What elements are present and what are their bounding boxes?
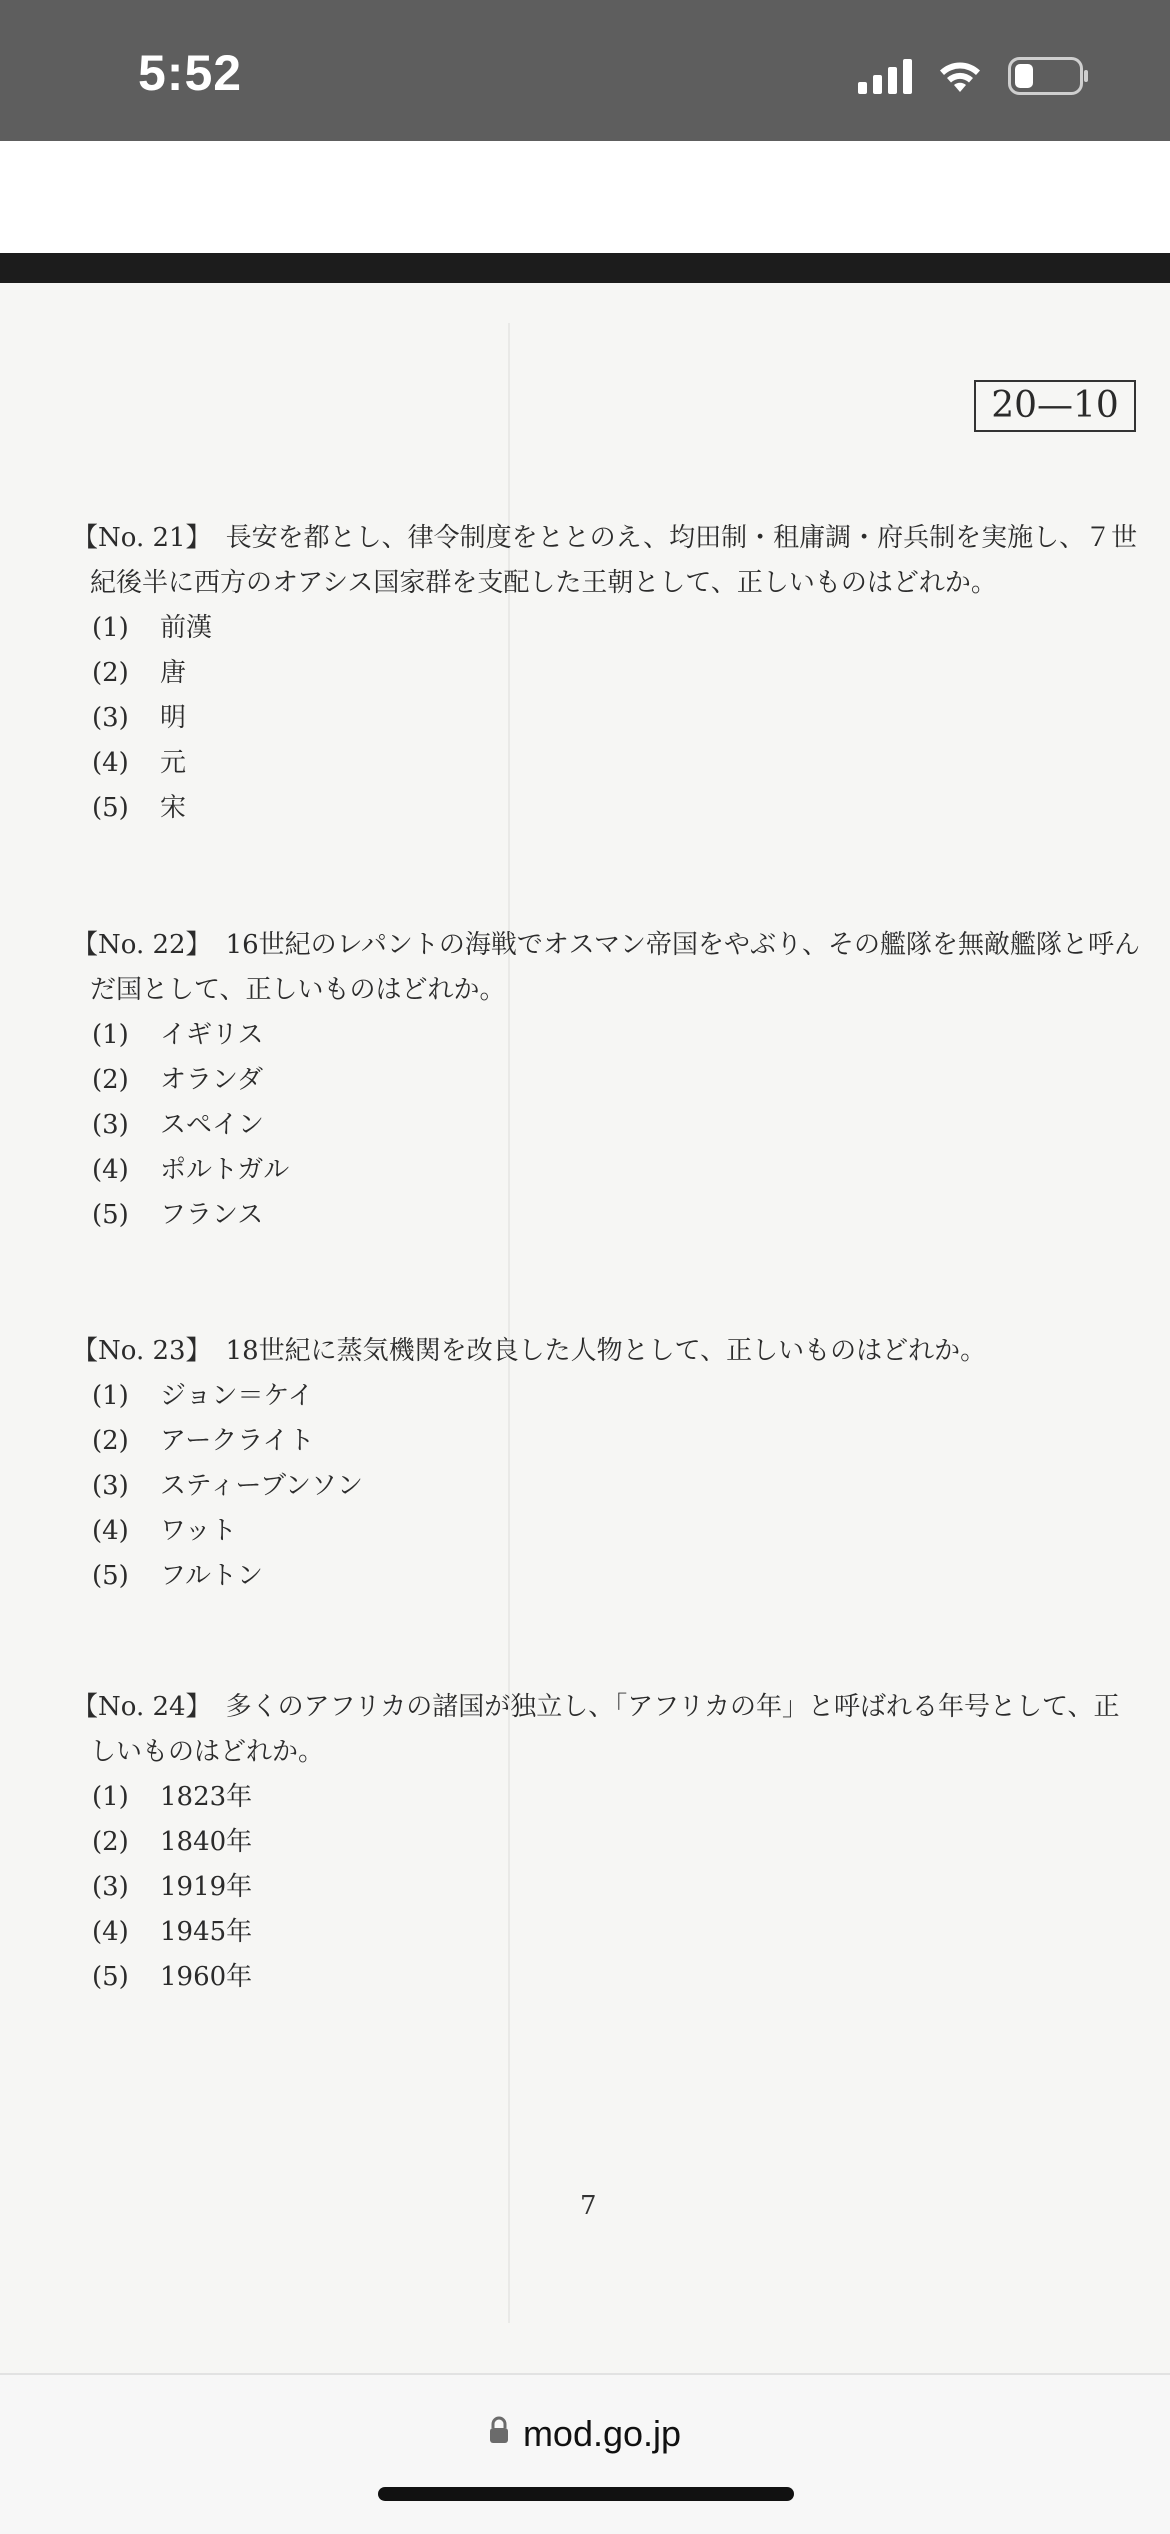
question-22 xyxy=(72,923,1142,1238)
option-label: ワット xyxy=(160,1516,237,1546)
option-label: フルトン xyxy=(160,1561,263,1591)
option-label: 1840年 xyxy=(160,1827,253,1857)
question-body: 16世紀のレパントの海戦でオスマン帝国をやぶり、その艦隊を無敵艦隊と呼んだ国として、正しいものはどれか。 xyxy=(90,930,1141,1005)
question-number: 【No. 24】 xyxy=(72,1692,212,1722)
option-label: スペイン xyxy=(160,1110,265,1140)
option-label: 元 xyxy=(160,748,187,778)
option-label: スティーブンソン xyxy=(160,1471,364,1501)
option-label: 明 xyxy=(160,703,187,733)
option-3 xyxy=(72,696,1142,741)
option-label: ポルトガル xyxy=(160,1155,290,1185)
option-number: (5) xyxy=(92,1561,129,1591)
option-number: (4) xyxy=(92,1917,129,1947)
question-text xyxy=(72,516,1142,606)
option-2 xyxy=(72,1419,1142,1464)
option-number: (2) xyxy=(92,1827,129,1857)
option-1 xyxy=(72,1775,1142,1820)
page-separator xyxy=(0,253,1170,283)
option-number: (2) xyxy=(92,1065,129,1095)
option-number: (4) xyxy=(92,748,129,778)
option-4 xyxy=(72,1910,1142,1955)
option-label: 1823年 xyxy=(160,1782,253,1812)
question-text xyxy=(72,1685,1142,1775)
option-4 xyxy=(72,1509,1142,1554)
question-23 xyxy=(72,1329,1142,1599)
option-label: イギリス xyxy=(160,1020,264,1050)
question-number: 【No. 23】 xyxy=(72,1336,212,1366)
option-3 xyxy=(72,1865,1142,1910)
option-5 xyxy=(72,1193,1142,1238)
option-number: (3) xyxy=(92,1872,129,1902)
question-body: 18世紀に蒸気機関を改良した人物として、正しいものはどれか。 xyxy=(225,1336,987,1366)
option-number: (1) xyxy=(92,1020,129,1050)
question-number: 【No. 22】 xyxy=(72,930,212,960)
viewer-toolbar-area xyxy=(0,141,1170,253)
option-label: オランダ xyxy=(160,1065,263,1095)
url-display[interactable] xyxy=(0,2413,1170,2455)
browser-address-bar[interactable] xyxy=(0,2373,1170,2534)
option-number: (3) xyxy=(92,703,129,733)
option-label: 前漢 xyxy=(160,613,213,643)
question-24 xyxy=(72,1685,1142,2000)
battery-icon xyxy=(1008,57,1090,95)
option-1 xyxy=(72,606,1142,651)
option-2 xyxy=(72,651,1142,696)
option-3 xyxy=(72,1464,1142,1509)
option-number: (4) xyxy=(92,1155,129,1185)
option-4 xyxy=(72,741,1142,786)
option-5 xyxy=(72,786,1142,831)
option-2 xyxy=(72,1058,1142,1103)
option-label: 宋 xyxy=(160,793,187,823)
question-body: 長安を都とし、律令制度をととのえ、均田制・租庸調・府兵制を実施し、７世紀後半に西方のオアシス国家群を支配した王朝として、正しいものはどれか。 xyxy=(90,523,1138,598)
option-number: (5) xyxy=(92,1962,129,1992)
option-label: 1919年 xyxy=(160,1872,253,1902)
option-3 xyxy=(72,1103,1142,1148)
option-2 xyxy=(72,1820,1142,1865)
signal-icon xyxy=(858,58,912,94)
option-number: (2) xyxy=(92,1426,129,1456)
question-text xyxy=(72,923,1142,1013)
exam-code-box: 20—10 xyxy=(974,380,1136,432)
page-number: 7 xyxy=(580,2191,597,2221)
question-text xyxy=(72,1329,1142,1374)
option-number: (5) xyxy=(92,793,129,823)
lock-icon xyxy=(489,2411,509,2453)
option-1 xyxy=(72,1013,1142,1058)
option-number: (1) xyxy=(92,613,129,643)
option-4 xyxy=(72,1148,1142,1193)
option-label: ジョン＝ケイ xyxy=(160,1381,314,1411)
option-label: アークライト xyxy=(160,1426,315,1456)
question-number: 【No. 21】 xyxy=(72,523,212,553)
status-bar xyxy=(0,0,1170,141)
url-text[interactable]: mod.go.jp xyxy=(522,2413,682,2454)
option-number: (5) xyxy=(92,1200,129,1230)
question-body: 多くのアフリカの諸国が独立し、「アフリカの年」と呼ばれる年号として、正しいものはどれか。 xyxy=(90,1692,1120,1767)
status-time: 5:52 xyxy=(138,45,243,101)
option-number: (1) xyxy=(92,1782,129,1812)
option-number: (2) xyxy=(92,658,129,688)
option-number: (3) xyxy=(92,1110,129,1140)
option-number: (3) xyxy=(92,1471,129,1501)
status-icons xyxy=(858,56,1090,96)
option-number: (1) xyxy=(92,1381,129,1411)
option-label: 1960年 xyxy=(160,1962,253,1992)
option-label: 唐 xyxy=(160,658,187,688)
document-page[interactable] xyxy=(0,283,1170,2373)
option-label: 1945年 xyxy=(160,1917,253,1947)
option-number: (4) xyxy=(92,1516,129,1546)
option-5 xyxy=(72,1955,1142,2000)
option-5 xyxy=(72,1554,1142,1599)
question-21 xyxy=(72,516,1142,831)
wifi-icon xyxy=(936,58,984,94)
home-indicator[interactable] xyxy=(378,2487,794,2501)
option-label: フランス xyxy=(160,1200,264,1230)
option-1 xyxy=(72,1374,1142,1419)
